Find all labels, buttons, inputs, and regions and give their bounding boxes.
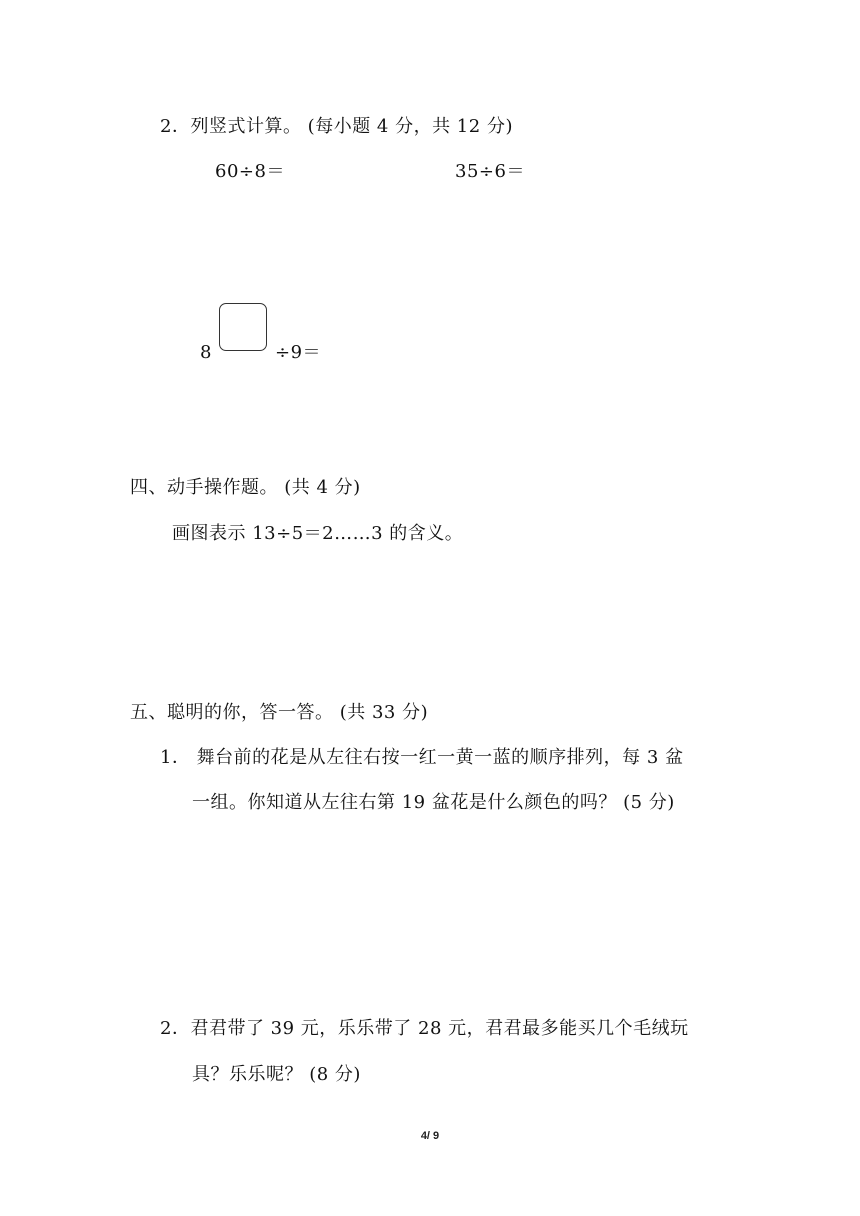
question-1-line-2: 一组。你知道从左往右第 19 盆花是什么颜色的吗？ (5 分) bbox=[192, 792, 675, 813]
problem-60-div-8: 60÷8＝ bbox=[215, 161, 285, 182]
page-number: 4/ 9 bbox=[420, 1130, 440, 1142]
section-5-heading: 五、聪明的你，答一答。 (共 33 分) bbox=[130, 702, 429, 723]
question-1-line-1: 1． 舞台前的花是从左往右按一红一黄一蓝的顺序排列，每 3 盆 bbox=[160, 747, 684, 768]
section-4-heading: 四、动手操作题。 (共 4 分) bbox=[130, 477, 361, 498]
vertical-calc-heading: 2．列竖式计算。 (每小题 4 分，共 12 分) bbox=[160, 116, 513, 137]
answer-blank-box bbox=[219, 303, 267, 351]
problem-c-digit: 8 bbox=[200, 342, 212, 363]
question-2-line-2: 具？乐乐呢？ (8 分) bbox=[192, 1064, 361, 1085]
question-2-line-1: 2．君君带了 39 元，乐乐带了 28 元，君君最多能买几个毛绒玩 bbox=[160, 1018, 689, 1039]
problem-35-div-6: 35÷6＝ bbox=[455, 161, 525, 182]
problem-c-divisor: ÷9＝ bbox=[275, 342, 322, 363]
section-4-instruction: 画图表示 13÷5＝2……3 的含义。 bbox=[172, 523, 464, 544]
